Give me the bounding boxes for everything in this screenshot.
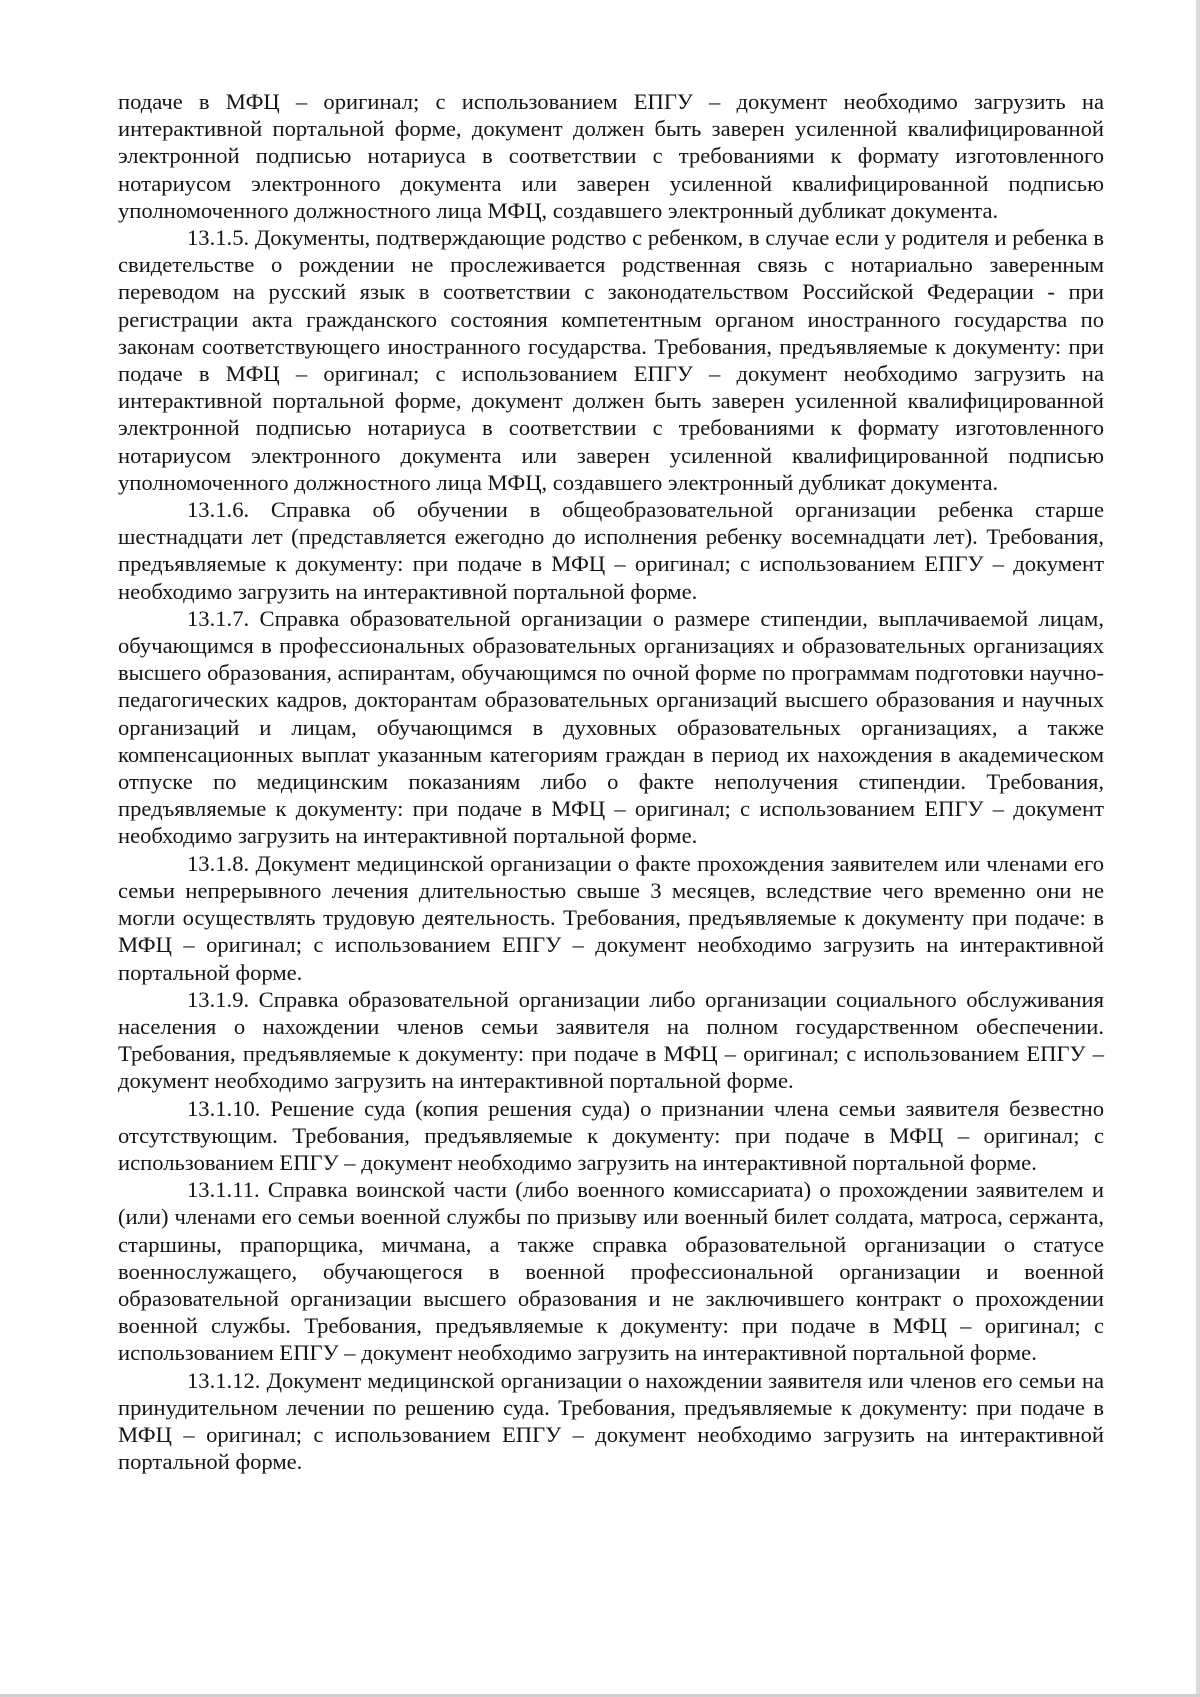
paragraph-13-1-8: 13.1.8. Документ медицинской организации о факте прохождения заявителем или членами его семьи непрерывного лечения длительностью свыше 3 месяцев, вследствие чего временно они не могли осуществлять трудовую деятельность. Требования, предъявляемые к документу при подаче: в МФЦ – оригинал; с использованием ЕПГУ – документ необходимо загрузить на интерактивной портальной форме. [118, 850, 1104, 985]
paragraph-continued: подаче в МФЦ – оригинал; с использованием ЕПГУ – документ необходимо загрузить на интерактивной портальной форме, документ должен быть заверен усиленной квалифицированной электронной подписью нотариуса в соответствии с требованиями к формату изготовленного нотариусом электронного документа или заверен усиленной квалифицированной подписью уполномоченного должностного лица МФЦ, создавшего электронный дубликат документа. [118, 89, 1104, 223]
paragraph-13-1-7: 13.1.7. Справка образовательной организации о размере стипендии, выплачиваемой лицам, обучающимся в профессиональных образовательных организациях и образовательных организациях высшего образования, аспирантам, обучающимся по очной форме по программам подготовки научно-педагогических кадров, докторантам образовательных организаций высшего образования и научных организаций и лицам, обучающимся в духовных образовательных организациях, а также компенсационных выплат указанным категориям граждан в период их нахождения в академическом отпуске по медицинским показаниям либо о факте неполучения стипендии. Требования, предъявляемые к документу: при подаче в МФЦ – оригинал; с использованием ЕПГУ – документ необходимо загрузить на интерактивной портальной форме. [118, 605, 1104, 849]
paragraph-13-1-11: 13.1.11. Справка воинской части (либо военного комиссариата) о прохождении заявителем и (или) членами его семьи военной службы по призыву или военный билет солдата, матроса, сержанта, старшины, прапорщика, мичмана, а также справка образовательной организации о статусе военнослужащего, обучающегося в военной профессиональной организации и военной образовательной организации высшего образования и не заключившего контракт о прохождении военной службы. Требования, предъявляемые к документу: при подаче в МФЦ – оригинал; с использованием ЕПГУ – документ необходимо загрузить на интерактивной портальной форме. [118, 1177, 1104, 1366]
paragraph-13-1-12: 13.1.12. Документ медицинской организации о нахождении заявителя или членов его семьи на принудительном лечении по решению суда. Требования, предъявляемые к документу: при подаче в МФЦ – оригинал; с использованием ЕПГУ – документ необходимо загрузить на интерактивной портальной форме. [118, 1367, 1104, 1475]
scan-edge-right [1196, 0, 1200, 1697]
paragraph-13-1-10: 13.1.10. Решение суда (копия решения суда) о признании члена семьи заявителя безвестно отсутствующим. Требования, предъявляемые к документу: при подаче в МФЦ – оригинал; с использованием ЕПГУ – документ необходимо загрузить на интерактивной портальной форме. [118, 1095, 1104, 1175]
document-body [118, 88, 1104, 1475]
paragraph-13-1-6: 13.1.6. Справка об обучении в общеобразовательной организации ребенка старше шестнадцати лет (представляется ежегодно до исполнения ребенку восемнадцати лет). Требования, предъявляемые к документу: при подаче в МФЦ – оригинал; с использованием ЕПГУ – документ необходимо загрузить на интерактивной портальной форме. [118, 497, 1104, 604]
paragraph-13-1-9: 13.1.9. Справка образовательной организации либо организации социального обслуживания населения о нахождении членов семьи заявителя на полном государственном обеспечении. Требования, предъявляемые к документу: при подаче в МФЦ – оригинал; с использованием ЕПГУ – документ необходимо загрузить на интерактивной портальной форме. [118, 986, 1104, 1094]
paragraph-13-1-5: 13.1.5. Документы, подтверждающие родство с ребенком, в случае если у родителя и ребенка в свидетельстве о рождении не прослеживается родственная связь с нотариально заверенным переводом на русский язык в соответствии с законодательством Российской Федерации - при регистрации акта гражданского состояния компетентным органом иностранного государства по законам соответствующего иностранного государства. Требования, предъявляемые к документу: при подаче в МФЦ – оригинал; с использованием ЕПГУ – документ необходимо загрузить на интерактивной портальной форме, документ должен быть заверен усиленной квалифицированной электронной подписью нотариуса в соответствии с требованиями к формату изготовленного нотариусом электронного документа или заверен усиленной квалифицированной подписью уполномоченного должностного лица МФЦ, создавшего электронный дубликат документа. [118, 225, 1104, 495]
